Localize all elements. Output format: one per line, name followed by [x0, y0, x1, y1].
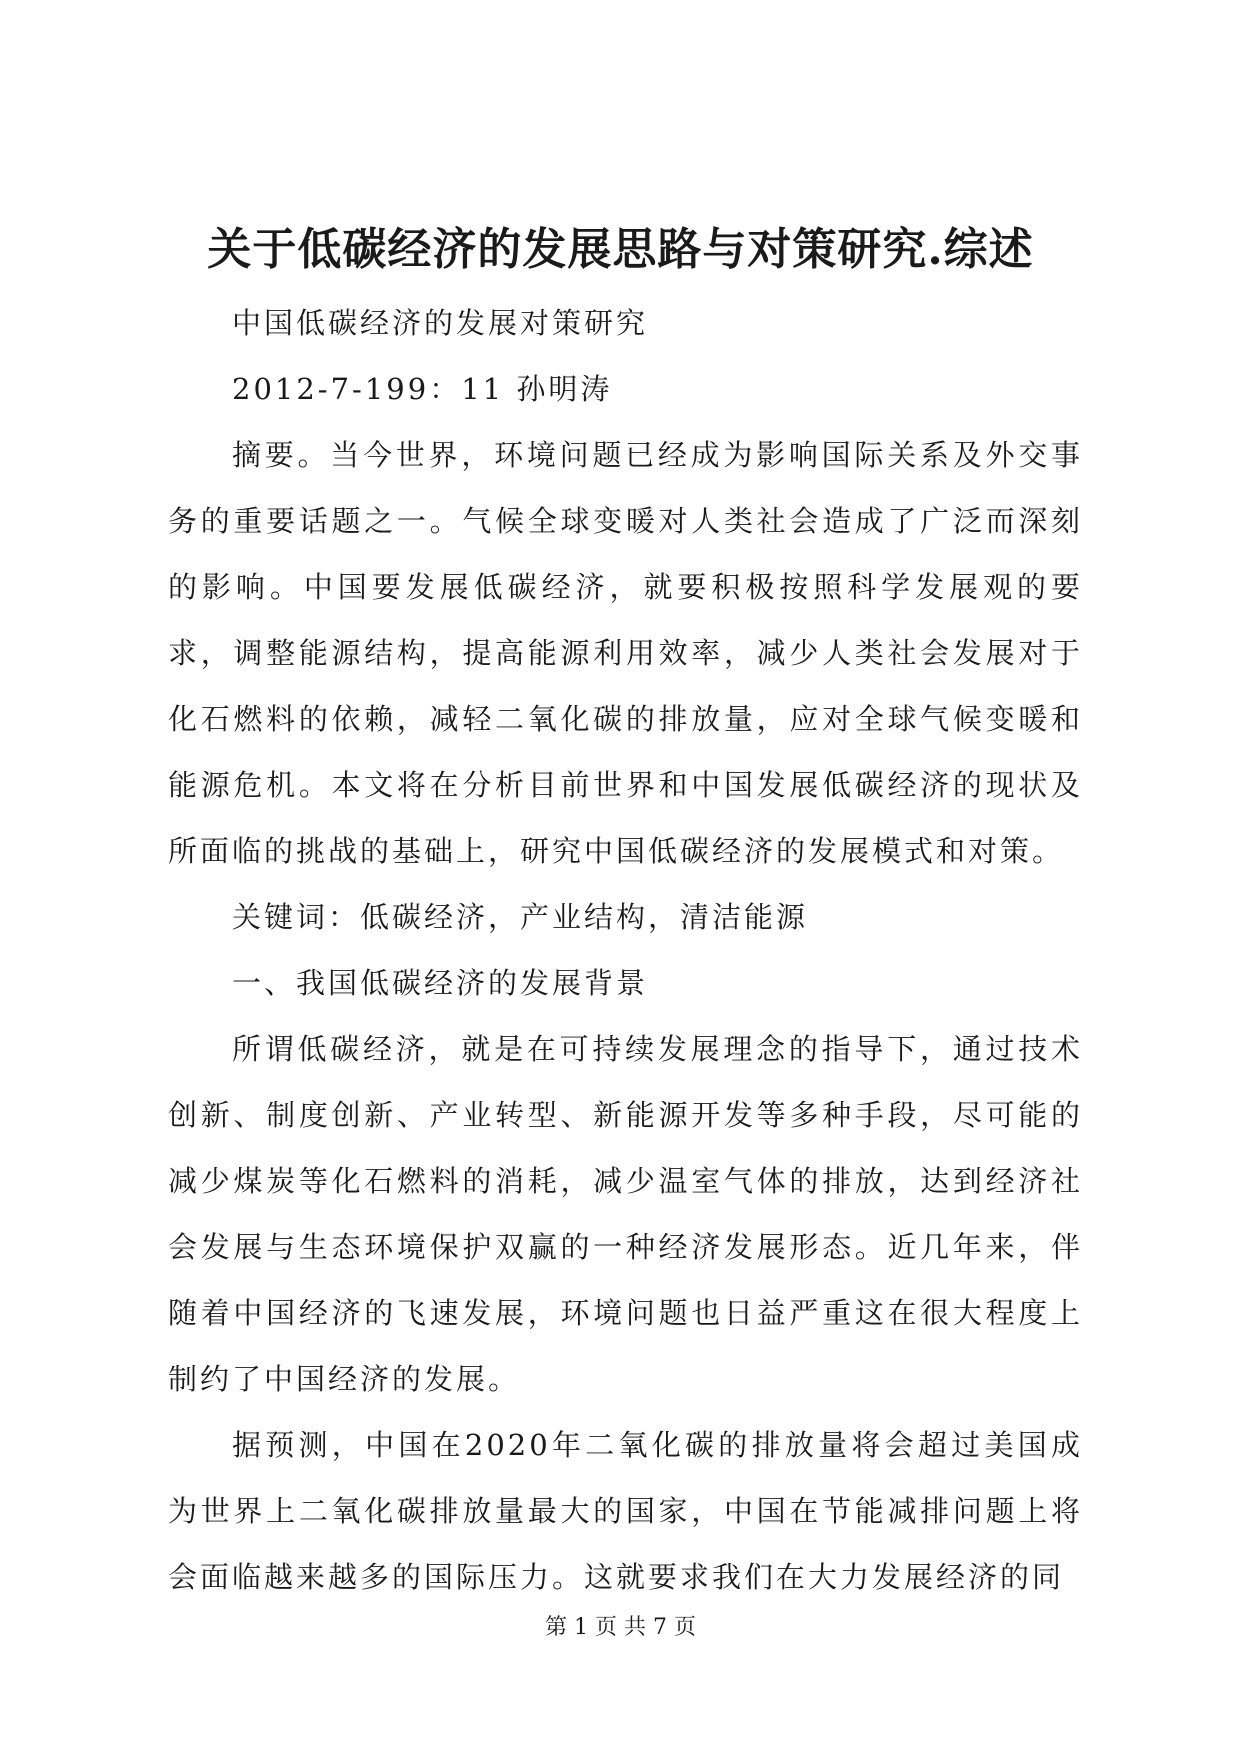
body-paragraph: 所谓低碳经济，就是在可持续发展理念的指导下，通过技术创新、制度创新、产业转型、新能源开发等多种手段，尽可能的减少煤炭等化石燃料的消耗，减少温室气体的排放，达到经济社会发展与生态环境保护双赢的一种经济发展形态。近几年来，伴随着中国经济的飞速发展，环境问题也日益严重这在很大程度上制约了中国经济的发展。	[168, 1032, 1083, 1396]
subtitle-paragraph: 中国低碳经济的发展对策研究	[232, 306, 649, 340]
keywords-paragraph: 关键词：低碳经济，产业结构，清洁能源	[232, 900, 809, 934]
document-title: 关于低碳经济的发展思路与对策研究.综述	[207, 224, 1034, 275]
document-body	[168, 290, 1083, 1610]
date-author-paragraph: 2012-7-199：11 孙明涛	[232, 372, 613, 406]
abstract-paragraph: 摘要。当今世界，环境问题已经成为影响国际关系及外交事务的重要话题之一。气候全球变暖对人类社会造成了广泛而深刻的影响。中国要发展低碳经济，就要积极按照科学发展观的要求，调整能源结构，提高能源利用效率，减少人类社会发展对于化石燃料的依赖，减轻二氧化碳的排放量，应对全球气候变暖和能源危机。本文将在分析目前世界和中国发展低碳经济的现状及所面临的挑战的基础上，研究中国低碳经济的发展模式和对策。	[168, 438, 1083, 868]
body-paragraph: 据预测，中国在2020年二氧化碳的排放量将会超过美国成为世界上二氧化碳排放量最大的国家，中国在节能减排问题上将会面临越来越多的国际压力。这就要求我们在大力发展经济的同	[168, 1428, 1083, 1594]
page-number-footer: 第 1 页 共 7 页	[545, 1615, 696, 1640]
section-heading: 一、我国低碳经济的发展背景	[232, 966, 649, 1000]
